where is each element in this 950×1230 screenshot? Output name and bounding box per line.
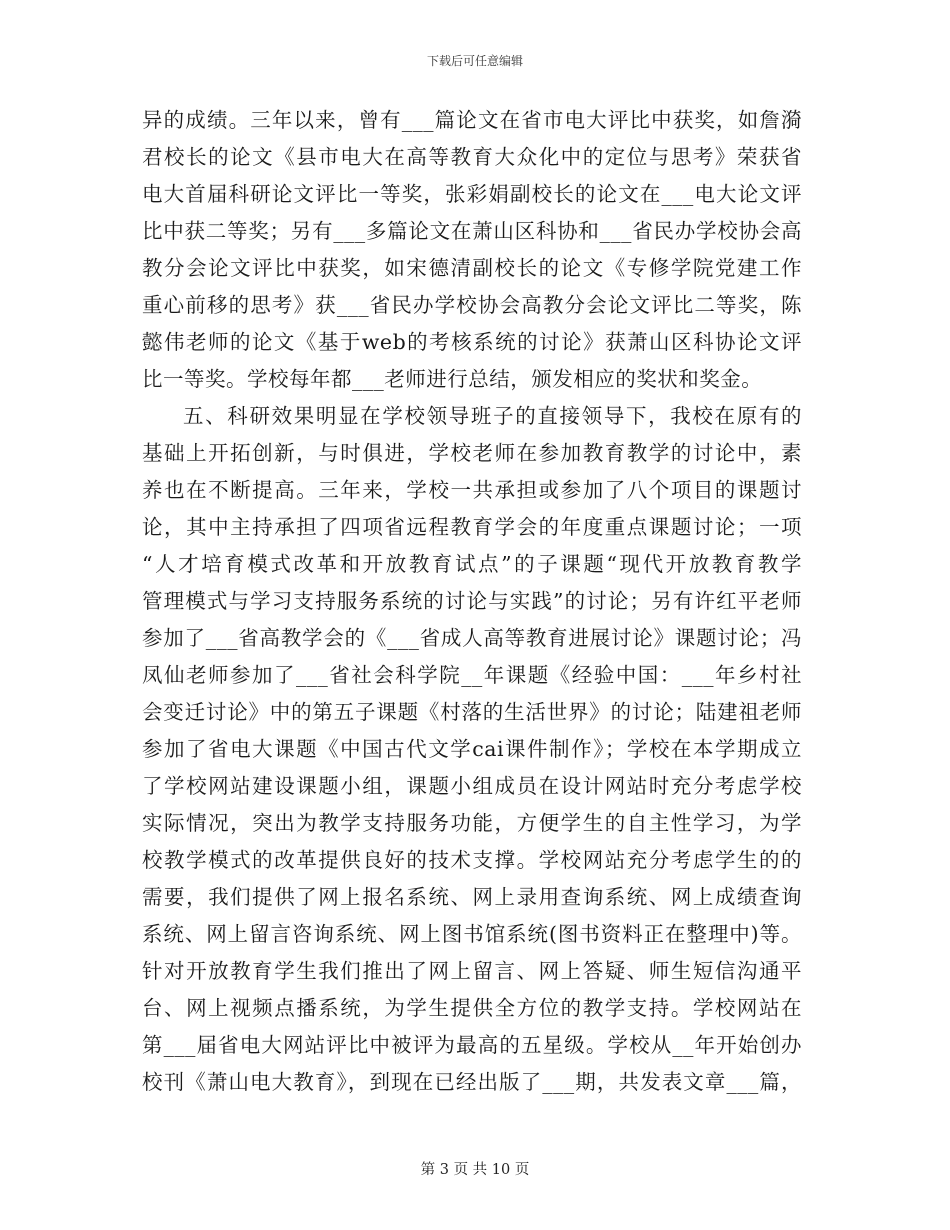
text-line: 需要，我们提供了网上报名系统、网上录用查询系统、网上成绩查询 [142,885,802,909]
text-line: 了学校网站建设课题小组，课题小组成员在设计网站时充分考虑学校 [142,774,802,798]
text-line: 针对开放教育学生我们推出了网上留言、网上答疑、师生短信沟通平 [142,959,802,983]
text-line: 基础上开拓创新，与时俱进，学校老师在参加教育教学的讨论中，素 [142,441,802,465]
text-line: 论，其中主持承担了四项省远程教育学会的年度重点课题讨论；一项 [142,515,802,539]
text-line: 校刊《萧山电大教育》，到现在已经出版了___期，共发表文章___篇， [142,1070,802,1094]
text-line: 系统、网上留言咨询系统、网上图书馆系统(图书资料正在整理中)等。 [142,922,802,946]
text-line: 第___届省电大网站评比中被评为最高的五星级。学校从__年开始创办 [142,1033,802,1057]
text-line: 异的成绩。三年以来，曾有___篇论文在省市电大评比中获奖，如詹漪 [142,108,802,132]
text-line: 教分会论文评比中获奖，如宋德清副校长的论文《专修学院党建工作 [142,256,802,280]
text-line: 实际情况，突出为教学支持服务功能，方便学生的自主性学习，为学 [142,811,802,835]
text-line: 养也在不断提高。三年来，学校一共承担或参加了八个项目的课题讨 [142,478,802,502]
text-line: 君校长的论文《县市电大在高等教育大众化中的定位与思考》荣获省 [142,145,802,169]
text-line: 校教学模式的改革提供良好的技术支撑。学校网站充分考虑学生的的 [142,848,802,872]
text-line: 比中获二等奖；另有___多篇论文在萧山区科协和___省民办学校协会高 [142,219,802,243]
text-line: 凤仙老师参加了___省社会科学院__年课题《经验中国：___年乡村社 [142,663,802,687]
text-line: “人才培育模式改革和开放教育试点”的子课题“现代开放教育教学 [142,552,802,576]
text-line: 重心前移的思考》获___省民办学校协会高教分会论文评比二等奖，陈 [142,293,802,317]
text-line: 参加了省电大课题《中国古代文学cai课件制作》；学校在本学期成立 [142,737,802,761]
text-line: 比一等奖。学校每年都___老师进行总结，颁发相应的奖状和奖金。 [142,367,763,391]
text-line: 管理模式与学习支持服务系统的讨论与实践”的讨论；另有许红平老师 [142,589,802,613]
text-line: 五、科研效果明显在学校领导班子的直接领导下，我校在原有的 [183,404,802,428]
page-number: 第 3 页 共 10 页 [420,1162,530,1178]
body-text [142,102,802,1101]
text-line: 参加了___省高教学会的《___省成人高等教育进展讨论》课题讨论；冯 [142,626,802,650]
page-header: 下载后可任意编辑 [426,54,523,68]
text-line: 会变迁讨论》中的第五子课题《村落的生活世界》的讨论；陆建祖老师 [142,700,802,724]
text-line: 懿伟老师的论文《基于web的考核系统的讨论》获萧山区科协论文评 [142,330,802,354]
text-line: 台、网上视频点播系统，为学生提供全方位的教学支持。学校网站在 [142,996,802,1020]
text-line: 电大首届科研论文评比一等奖，张彩娟副校长的论文在___电大论文评 [142,182,802,206]
